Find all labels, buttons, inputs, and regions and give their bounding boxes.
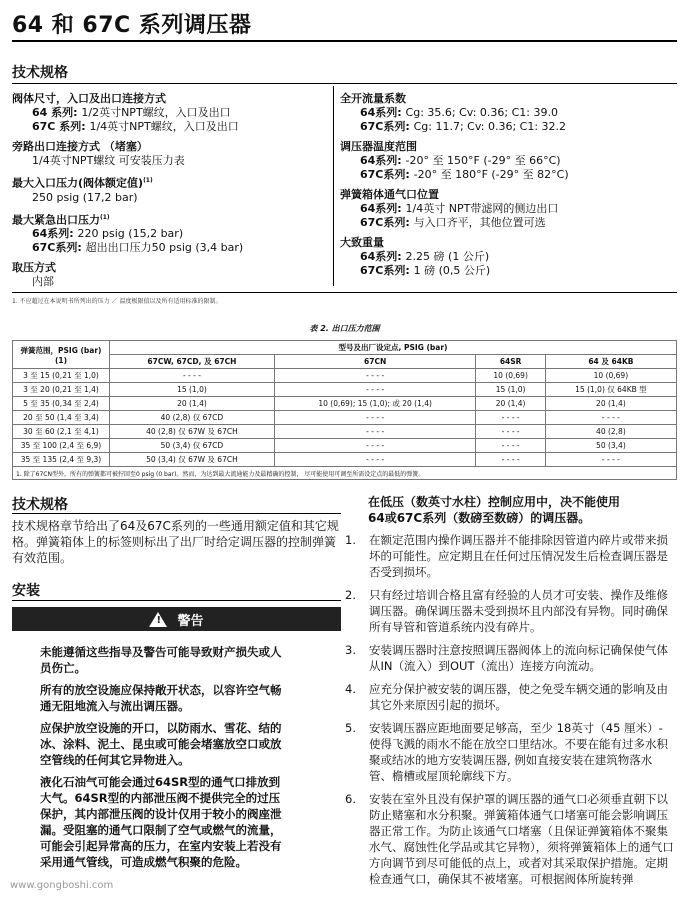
spec-label: 大致重量	[340, 236, 384, 249]
table-cell: 15 (1,0)	[476, 383, 545, 397]
warning-banner	[12, 607, 341, 631]
spec-value: 67C 系列: 1/4英寸NPT螺纹，入口及出口	[32, 120, 239, 133]
table-footnote: 1. 除了67CN型外，所有的弹簧都可被拧回至0 psig (0 bar)。然而，为达到最大流通能力及最精确的控制， 尽可能使用可调至所需设定点的最低的弹簧。	[13, 467, 677, 480]
spec-label: 最大入口压力(阀体额定值)$^{(1)}$	[12, 176, 153, 190]
spec-value: 64系列: 1/4英寸 NPT带滤网的侧边出口	[360, 202, 559, 215]
table-row	[13, 453, 677, 467]
table-cell: 10 (0,69); 15 (1,0); 或 20 (1,4)	[274, 397, 476, 411]
table-cell: 20 (1,4)	[110, 397, 275, 411]
pressure-range-table	[12, 340, 677, 480]
table-cell: 30 至 60 (2,1 至 4,1)	[13, 425, 110, 439]
spec-value: 64系列: Cg: 35.6; Cv: 0.36; C1: 39.0	[360, 106, 558, 119]
table-cell: 15 (1,0)	[110, 383, 275, 397]
spec-value: 67C系列: 与入口齐平，其他位置可选	[360, 216, 546, 229]
low-pressure-warning: 在低压（数英寸水柱）控制应用中，决不能使用64或67C系列（数磅至数磅）的调压器。	[368, 495, 621, 525]
table-cell: 40 (2,8) 仅 67CD	[110, 411, 275, 425]
spec-block	[12, 211, 327, 256]
table-cell: - - - -	[274, 369, 476, 383]
table-header-spring: 弹簧范围，PSIG (bar)(1)	[13, 341, 110, 369]
spec-value: 64 系列: 1/2英寸NPT螺纹，入口及出口	[32, 106, 231, 119]
table-cell: - - - -	[476, 425, 545, 439]
spec-value: 67C系列: 1 磅 (0,5 公斤)	[360, 264, 491, 277]
table-cell: - - - -	[476, 453, 545, 467]
table-cell: 50 (3,4)	[545, 439, 676, 453]
table-cell: 20 至 50 (1,4 至 3,4)	[13, 411, 110, 425]
table-cell: 10 (0,69)	[476, 369, 545, 383]
spec-label: 调压器温度范围	[340, 140, 417, 153]
table-cell: - - - -	[545, 453, 676, 467]
spec-value: 67C系列: -20° 至 180°F (-29° 至 82°C)	[360, 168, 569, 181]
table-row	[13, 425, 677, 439]
section-spec-title: 技术规格	[12, 497, 68, 513]
table-cell: - - - -	[274, 411, 476, 425]
warning-text	[40, 644, 285, 876]
table-row	[13, 411, 677, 425]
table-cell: 35 至 100 (2,4 至 6,9)	[13, 439, 110, 453]
spec-block	[340, 92, 675, 134]
table-cell: 40 (2,8) 仅 67W 及 67CH	[110, 425, 275, 439]
list-item: 4. 应充分保护被安装的调压器，使之免受车辆交通的影响及由其它外来原因引起的损坏。	[345, 682, 668, 712]
table-row	[13, 439, 677, 453]
spec-body-text: 技术规格章节给出了64及67C系列的一些通用额定值和其它规格。弹簧箱体上的标签则标出了出厂时给定调压器的控制弹簧有效范围。	[12, 519, 339, 565]
spec-rule	[12, 83, 677, 84]
spec-block	[340, 140, 675, 182]
warning-paragraph: 未能遵循这些指导及警告可能导致财产损失或人员伤亡。	[40, 645, 282, 675]
list-item: 3. 安装调压器时注意按照调压器阀体上的流向标记确保使气体从IN（流入）到OUT（流出）连接方向流动。	[345, 643, 668, 673]
spec-label: 全开流量系数	[340, 92, 406, 105]
footnote-rule	[12, 292, 677, 293]
spec-value: 内部	[32, 275, 54, 289]
spec-block	[12, 140, 327, 168]
spec-value: 67C系列: 超出出口压力50 psig (3,4 bar)	[32, 241, 244, 255]
table-caption: 表 2. 出口压力范围	[309, 324, 380, 333]
section-rule	[12, 513, 341, 514]
warning-icon: !	[149, 612, 167, 627]
table-col-header: 64 及 64KB	[545, 355, 676, 369]
table-cell: 35 至 135 (2,4 至 9,3)	[13, 453, 110, 467]
spec-heading: 技术规格	[12, 65, 68, 81]
spec-block	[12, 92, 327, 134]
table-row	[13, 397, 677, 411]
table-group-header: 型号及出厂设定点, PSIG (bar)	[110, 341, 677, 355]
list-item: 2. 只有经过培训合格且富有经验的人员才可安装、操作及维修调压器。确保调压器未受到损坏且内部没有异物。同时确保所有导管和管道系统内没有碎片。	[345, 588, 668, 634]
spec-value: 64系列: 2.25 磅 (1 公斤)	[360, 250, 490, 263]
table-col-header: 67CW, 67CD, 及 67CH	[110, 355, 275, 369]
table-cell: - - - -	[476, 439, 545, 453]
table-cell: 5 至 35 (0,34 至 2,4)	[13, 397, 110, 411]
watermark: www.gongboshi.com	[10, 880, 114, 891]
table-cell: 10 (0,69)	[545, 369, 676, 383]
spec-block	[340, 188, 675, 230]
table-cell: 3 至 20 (0,21 至 1,4)	[13, 383, 110, 397]
table-cell: 40 (2,8)	[545, 425, 676, 439]
spec-value: 1/4英寸NPT螺纹 可安装压力表	[32, 154, 185, 167]
spec-label: 旁路出口连接方式 （堵塞）	[12, 140, 148, 153]
spec-value: 250 psig (17,2 bar)	[32, 190, 138, 204]
spec-footnote: 1. 不应超过在本说明书所列出的压力 ／ 温度极限值以及所有适用标准的限制。	[12, 298, 222, 305]
spec-divider	[333, 86, 334, 286]
table-cell: - - - -	[274, 439, 476, 453]
warning-label: 警告	[177, 613, 204, 629]
warning-paragraph: 应保护放空设施的开口，以防雨水、雪花、结的冰、涂料、泥土、昆虫或可能会堵塞放空口或放空管线的任何其它异物进入。	[40, 721, 282, 767]
specs-right	[340, 92, 675, 284]
list-item: 6. 安装在室外且没有保护罩的调压器的通气口必须垂直朝下以防止赌塞和水分积聚。弹簧箱体通气口堵塞可能会影响调压器正常工作。为防止该通气口堵塞（且保证弹簧箱体不聚集水气、腐蚀性化学品或其它异物），须将弹簧箱体上的通气口方向调节到尽可能低的点上，或者对其采取保护措施。定期检查通气口，确保其不被堵塞。可根据阀体所旋转弹	[345, 792, 674, 886]
table-cell: - - - -	[274, 383, 476, 397]
spec-label: 最大紧急出口压力$^{(1)}$	[12, 213, 110, 227]
table-cell: 50 (3,4) 仅 67CD	[110, 439, 275, 453]
table-cell: - - - -	[545, 411, 676, 425]
table-cell: - - - -	[476, 411, 545, 425]
table-cell: 20 (1,4)	[545, 397, 676, 411]
warning-paragraph: 所有的放空设施应保持敞开状态，以容许空气畅通无阻地流入与流出调压器。	[40, 683, 282, 713]
page-title: 64 和 67C 系列调压器	[12, 13, 252, 38]
spec-value: 64系列: 220 psig (15,2 bar)	[32, 227, 184, 241]
spec-label: 取压方式	[12, 261, 56, 275]
spec-block	[12, 261, 327, 289]
table-cell: 15 (1,0) 仅 64KB 型	[545, 383, 676, 397]
table-col-header: 64SR	[476, 355, 545, 369]
table-cell: - - - -	[274, 425, 476, 439]
spec-block	[340, 236, 675, 278]
section-rule	[12, 600, 341, 601]
title-rule	[12, 40, 677, 42]
list-item: 5. 安装调压器应距地面要足够高，至少 18英寸（45 厘米）- 使得飞溅的雨水不能在放空口里结冰。不要在能有过多水积聚或结冰的地方安装调压器, 例如直接安装在建筑物落水管、檐槽或屋顶轮廓线下方。	[345, 721, 668, 783]
table-row	[13, 369, 677, 383]
table-cell: - - - -	[110, 369, 275, 383]
section-install-title: 安装	[12, 583, 40, 599]
table-cell: 3 至 15 (0,21 至 1,0)	[13, 369, 110, 383]
warning-paragraph: 液化石油气可能会通过64SR型的通气口排放到大气。64SR型的内部泄压阀不提供完全的过压保护，其内部泄压阀的设计仅用于较小的阀座泄漏。受阻塞的通气口限制了空气或燃气的流量，可能会引起异常高的压力，在室内安装上若没有采用通气管线，可造成燃气积聚的危险。	[40, 775, 282, 869]
table-cell: 50 (3,4) 仅 67W 及 67CH	[110, 453, 275, 467]
spec-label: 弹簧箱体通气口位置	[340, 188, 439, 201]
install-steps	[345, 532, 675, 894]
list-item: 1. 在额定范围内操作调压器并不能排除因管道内碎片或带来损坏的可能性。应定期且在任何过压情况发生后检查调压器是否受到损坏。	[345, 533, 668, 579]
table-cell: 20 (1,4)	[476, 397, 545, 411]
table-col-header: 67CN	[274, 355, 476, 369]
spec-block	[12, 174, 327, 205]
spec-label: 阀体尺寸，入口及出口连接方式	[12, 92, 166, 105]
table-row	[13, 383, 677, 397]
specs-left	[12, 92, 327, 295]
table-cell: - - - -	[274, 453, 476, 467]
spec-value: 67C系列: Cg: 11.7; Cv: 0.36; C1: 32.2	[360, 120, 567, 133]
spec-value: 64系列: -20° 至 150°F (-29° 至 66°C)	[360, 154, 561, 167]
